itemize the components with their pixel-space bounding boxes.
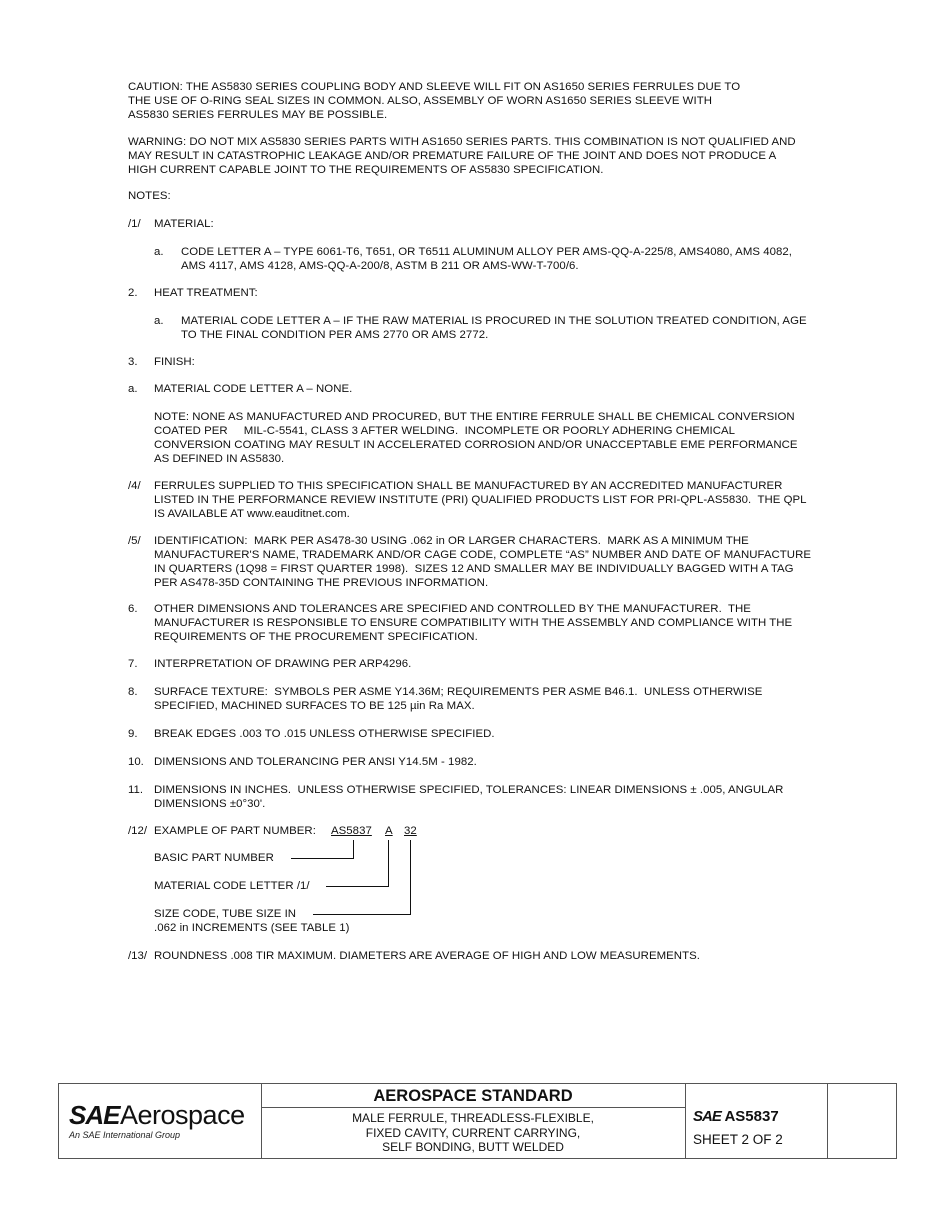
sheet-number: SHEET 2 OF 2: [693, 1132, 783, 1147]
description-line-3: SELF BONDING, BUTT WELDED: [382, 1140, 564, 1154]
note-2a-line-1: MATERIAL CODE LETTER A – IF THE RAW MATERIAL IS PROCURED IN THE SOLUTION TREATED CONDITION, AGE: [181, 315, 807, 327]
caution-line-3: AS5830 SERIES FERRULES MAY BE POSSIBLE.: [128, 109, 388, 121]
note-11-number: 11.: [128, 784, 143, 796]
note-12-title: EXAMPLE OF PART NUMBER:: [154, 825, 316, 837]
note-7-number: 7.: [128, 658, 138, 670]
note-3-note-line-2: COATED PER MIL-C-5541, CLASS 3 AFTER WELDING. INCOMPLETE OR POORLY ADHERING CHEMICAL: [154, 425, 736, 437]
note-7-line-1: INTERPRETATION OF DRAWING PER ARP4296.: [154, 658, 412, 670]
note-10-line-1: DIMENSIONS AND TOLERANCING PER ANSI Y14.5M - 1982.: [154, 756, 477, 768]
description-line-2: FIXED CAVITY, CURRENT CARRYING,: [365, 1125, 581, 1140]
note-1a-label: a.: [154, 246, 164, 258]
note-4-line-3: IS AVAILABLE AT www.eauditnet.com.: [154, 508, 350, 520]
title-block-title-cell: [261, 1084, 686, 1158]
document-number: [693, 1108, 779, 1125]
note-2-number: 2.: [128, 287, 138, 299]
note-4-line-1: FERRULES SUPPLIED TO THIS SPECIFICATION SHALL BE MANUFACTURED BY AN ACCREDITED MANUFACTURER: [154, 480, 783, 492]
title-block-logo-cell: [59, 1084, 262, 1158]
caution-line-2: THE USE OF O-RING SEAL SIZES IN COMMON. ALSO, ASSEMBLY OF WORN AS1650 SERIES SLEEVE WITH: [128, 95, 712, 107]
note-6-line-3: REQUIREMENTS OF THE PROCUREMENT SPECIFICATION.: [154, 631, 478, 643]
part-number-size: 32: [404, 825, 417, 837]
doc-sae-mark: SAE: [693, 1108, 721, 1125]
leader-basic-horizontal: [291, 858, 354, 859]
sae-logo-subtitle: An SAE International Group: [69, 1130, 181, 1140]
note-6-line-1: OTHER DIMENSIONS AND TOLERANCES ARE SPECIFIED AND CONTROLLED BY THE MANUFACTURER. THE: [154, 603, 751, 615]
warning-line-1: WARNING: DO NOT MIX AS5830 SERIES PARTS WITH AS1650 SERIES PARTS. THIS COMBINATION IS NOT QUALIFIED AND: [128, 136, 796, 148]
standard-title: AEROSPACE STANDARD: [261, 1085, 685, 1108]
note-1a-line-1: CODE LETTER A – TYPE 6061-T6, T651, OR T6511 ALUMINUM ALLOY PER AMS-QQ-A-225/8, AMS4080, AMS 4082,: [181, 246, 792, 258]
title-block: [58, 1083, 897, 1159]
note-12-number: /12/: [128, 825, 147, 837]
caution-line-1: CAUTION: THE AS5830 SERIES COUPLING BODY AND SLEEVE WILL FIT ON AS1650 SERIES FERRULES DUE TO: [128, 81, 741, 93]
note-9-line-1: BREAK EDGES .003 TO .015 UNLESS OTHERWISE SPECIFIED.: [154, 728, 495, 740]
note-8-line-2: SPECIFIED, MACHINED SURFACES TO BE 125 µin Ra MAX.: [154, 700, 475, 712]
warning-line-3: HIGH CURRENT CAPABLE JOINT TO THE REQUIREMENTS OF AS5830 SPECIFICATION.: [128, 164, 604, 176]
note-1a-line-2: AMS 4117, AMS 4128, AMS-QQ-A-200/8, ASTM B 211 OR AMS-WW-T-700/6.: [181, 260, 579, 272]
note-13-line-1: ROUNDNESS .008 TIR MAXIMUM. DIAMETERS ARE AVERAGE OF HIGH AND LOW MEASUREMENTS.: [154, 950, 700, 962]
note-9-number: 9.: [128, 728, 138, 740]
part-number-code: A: [385, 825, 393, 837]
note-5-line-3: IN QUARTERS (1Q98 = FIRST QUARTER 1998). SIZES 12 AND SMALLER MAY BE INDIVIDUALLY BAGGED WITH A TAG: [154, 563, 794, 575]
label-material-code: MATERIAL CODE LETTER /1/: [154, 880, 310, 892]
doc-number-text: AS5837: [724, 1108, 779, 1125]
leader-material-vertical: [388, 840, 389, 887]
note-3a-title: MATERIAL CODE LETTER A – NONE.: [154, 383, 353, 395]
note-3-note-line-4: AS DEFINED IN AS5830.: [154, 453, 285, 465]
leader-basic-vertical: [353, 840, 354, 859]
note-8-number: 8.: [128, 686, 138, 698]
label-size-code-1: SIZE CODE, TUBE SIZE IN: [154, 908, 297, 920]
sae-logo-mark: SAE: [69, 1100, 120, 1130]
description-line-1: MALE FERRULE, THREADLESS-FLEXIBLE,: [352, 1111, 594, 1125]
note-5-number: /5/: [128, 535, 141, 547]
title-block-docno-cell: [685, 1084, 828, 1158]
note-3-number: 3.: [128, 356, 138, 368]
note-6-number: 6.: [128, 603, 138, 615]
note-1-number: /1/: [128, 218, 141, 230]
note-10-number: 10.: [128, 756, 144, 768]
part-number-base: AS5837: [331, 825, 372, 837]
note-2a-label: a.: [154, 315, 164, 327]
note-3-note-line-3: CONVERSION COATING MAY RESULT IN ACCELERATED CORROSION AND/OR UNACCEPTABLE EME PERFORMANCE: [154, 439, 798, 451]
note-5-line-1: IDENTIFICATION: MARK PER AS478-30 USING .062 in OR LARGER CHARACTERS. MARK AS A MINIMUM THE: [154, 535, 749, 547]
leader-size-vertical: [410, 840, 411, 915]
note-4-number: /4/: [128, 480, 141, 492]
label-size-code-2: .062 in INCREMENTS (SEE TABLE 1): [154, 922, 350, 934]
note-4-line-2: LISTED IN THE PERFORMANCE REVIEW INSTITUTE (PRI) QUALIFIED PRODUCTS LIST FOR PRI-QPL-AS5830. THE QPL: [154, 494, 807, 506]
note-11-line-2: DIMENSIONS ±0°30'.: [154, 798, 266, 810]
note-13-number: /13/: [128, 950, 147, 962]
leader-size-horizontal: [313, 914, 411, 915]
warning-line-2: MAY RESULT IN CATASTROPHIC LEAKAGE AND/OR PREMATURE FAILURE OF THE JOINT AND DOES NOT PRODUCE A: [128, 150, 777, 162]
note-5-line-2: MANUFACTURER'S NAME, TRADEMARK AND/OR CAGE CODE, COMPLETE “AS” NUMBER AND DATE OF MANUFACTURE: [154, 549, 811, 561]
note-2-title: HEAT TREATMENT:: [154, 287, 258, 299]
note-1-title: MATERIAL:: [154, 218, 214, 230]
sae-logo-wordmark: Aerospace: [120, 1100, 245, 1130]
leader-material-horizontal: [326, 886, 389, 887]
note-6-line-2: MANUFACTURER IS RESPONSIBLE TO ENSURE COMPATIBILITY WITH THE ASSEMBLY AND COMPLIANCE WITH THE: [154, 617, 793, 629]
title-block-revision-cell: [827, 1084, 896, 1158]
note-3-note-line-1: NOTE: NONE AS MANUFACTURED AND PROCURED, BUT THE ENTIRE FERRULE SHALL BE CHEMICAL CONVERSION: [154, 411, 795, 423]
note-8-line-1: SURFACE TEXTURE: SYMBOLS PER ASME Y14.36M; REQUIREMENTS PER ASME B46.1. UNLESS OTHERWISE: [154, 686, 763, 698]
note-3-title: FINISH:: [154, 356, 195, 368]
note-11-line-1: DIMENSIONS IN INCHES. UNLESS OTHERWISE SPECIFIED, TOLERANCES: LINEAR DIMENSIONS ± .005, ANGULAR: [154, 784, 784, 796]
note-5-line-4: PER AS478-35D CONTAINING THE PREVIOUS INFORMATION.: [154, 577, 489, 589]
note-2a-line-2: TO THE FINAL CONDITION PER AMS 2770 OR AMS 2772.: [181, 329, 489, 341]
standard-description: [261, 1111, 685, 1155]
note-3a-label: a.: [128, 383, 138, 395]
notes-heading: NOTES:: [128, 190, 171, 202]
label-basic-part-number: BASIC PART NUMBER: [154, 852, 274, 864]
